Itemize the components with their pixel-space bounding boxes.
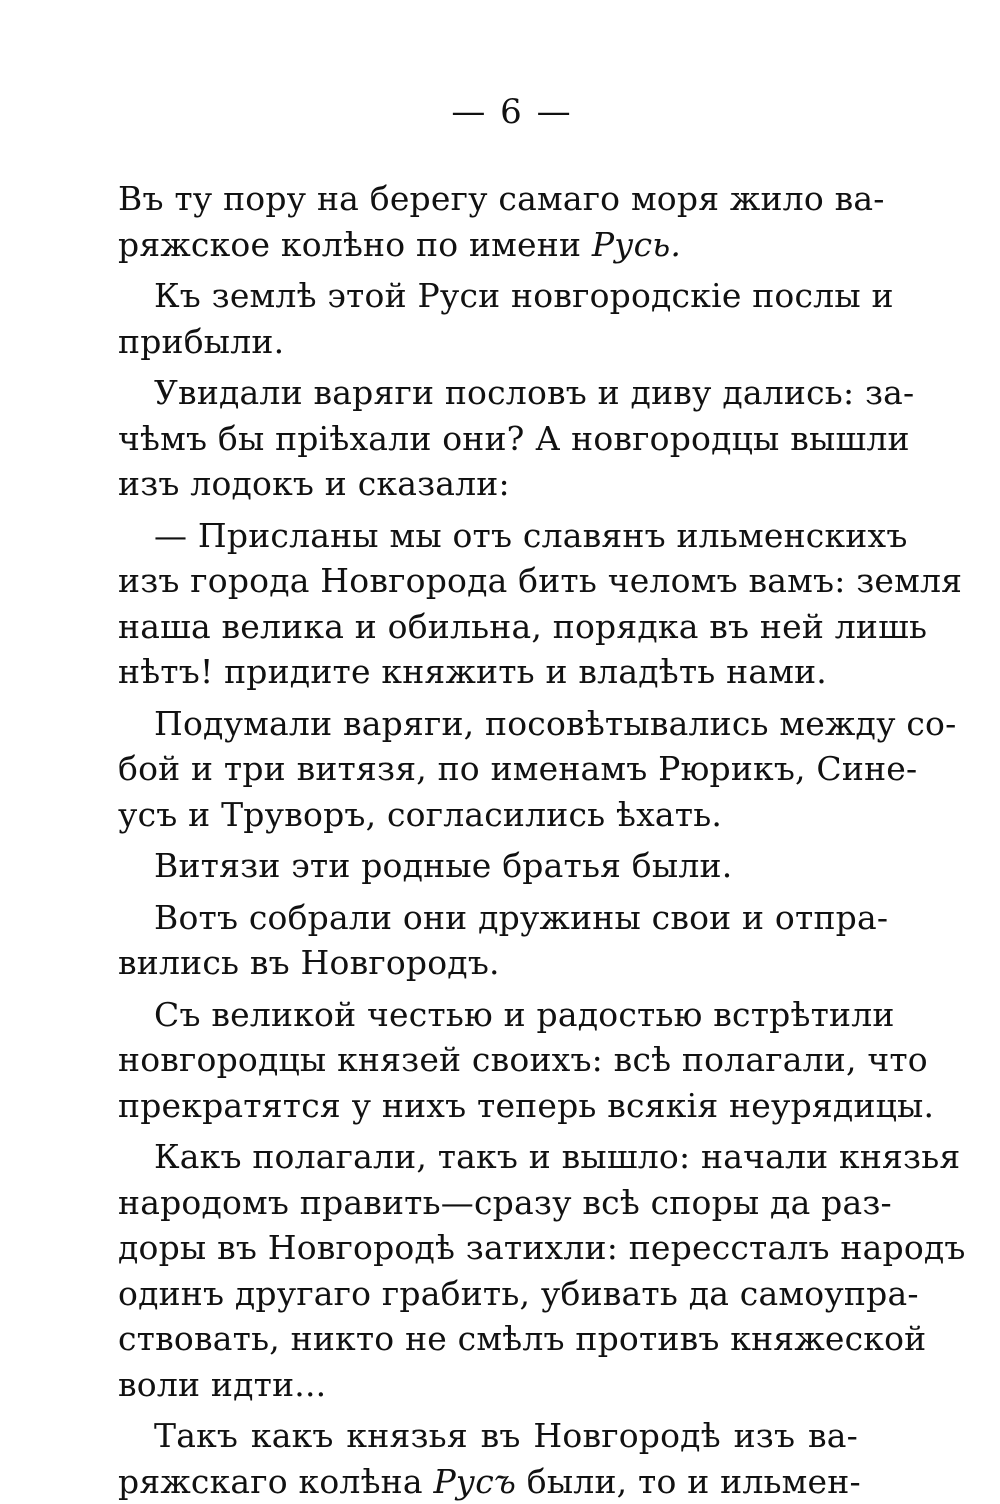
text-line: нѣтъ! придите княжить и владѣть нами. [118, 649, 858, 695]
text-line: Въ ту пору на берегу самаго моря жило ва- [118, 176, 858, 222]
text-line: одинъ другаго грабить, убивать да самоупра- [118, 1271, 858, 1317]
text-line: доры въ Новгородѣ затихли: перессталъ народъ [118, 1225, 858, 1271]
text-line: чѣмъ бы пріѣхали они? А новгородцы вышли [118, 416, 858, 462]
text-line: вились въ Новгородъ. [118, 940, 858, 986]
text-line: ряжскаго колѣна Русъ были, то и ильмен- [118, 1459, 858, 1504]
text-line: изъ лодокъ и сказали: [118, 461, 858, 507]
text-line: прибыли. [118, 319, 858, 365]
text-line: усъ и Труворъ, согласились ѣхать. [118, 792, 858, 838]
text-line: народомъ править—сразу всѣ споры да раз- [118, 1180, 858, 1226]
text-line: новгородцы князей своихъ: всѣ полагали, что [118, 1037, 858, 1083]
text-line: ряжское колѣно по имени Русь. [118, 222, 858, 268]
text-line: Витязи эти родные братья были. [118, 843, 858, 889]
text-line: Къ землѣ этой Руси новгородскіе послы и [118, 273, 858, 319]
text-line: Какъ полагали, такъ и вышло: начали князья [118, 1134, 858, 1180]
body-text [118, 176, 858, 1504]
text-line: Подумали варяги, посовѣтывались между со- [118, 701, 858, 747]
italic-word-rus: Русъ [433, 1462, 516, 1501]
text-line: наша велика и обильна, порядка въ ней лишь [118, 604, 858, 650]
text-line: Съ великой честью и радостью встрѣтили [118, 992, 858, 1038]
text-line: Увидали варяги пословъ и диву дались: за- [118, 370, 858, 416]
page-number: — 6 — [0, 92, 1000, 132]
text-line: ствовать, никто не смѣлъ противъ княжеской [118, 1316, 858, 1362]
text-line: — Присланы мы отъ славянъ ильменскихъ [118, 513, 858, 559]
text-line: воли идти... [118, 1362, 858, 1408]
text-line: изъ города Новгорода бить челомъ вамъ: земля [118, 558, 858, 604]
italic-word-rus: Русь. [592, 225, 681, 264]
text-line: Такъ какъ князья въ Новгородѣ изъ ва- [118, 1413, 858, 1459]
text-line: бой и три витязя, по именамъ Рюрикъ, Сине- [118, 746, 858, 792]
text-line: Вотъ собрали они дружины свои и отпра- [118, 895, 858, 941]
text-line: прекратятся у нихъ теперь всякія неурядицы. [118, 1083, 858, 1129]
